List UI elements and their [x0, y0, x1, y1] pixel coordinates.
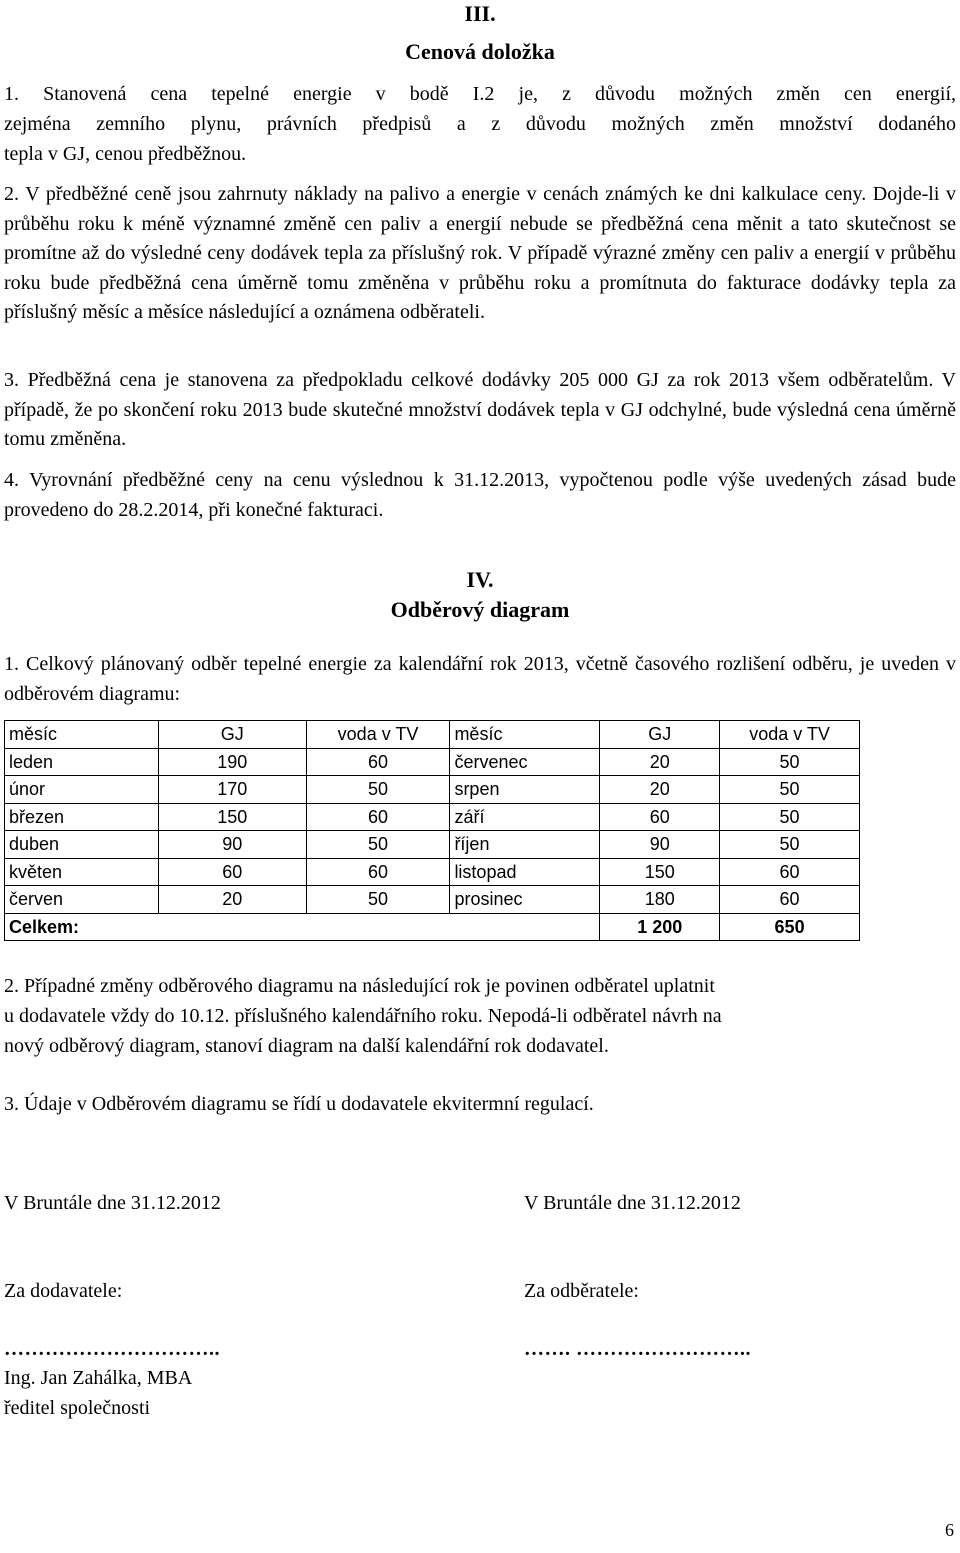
- table-cell: prosinec: [450, 886, 600, 914]
- supplier-role-label: Za dodavatele:: [4, 1280, 123, 1302]
- table-header-cell: voda v TV: [306, 721, 450, 749]
- table-cell: 90: [600, 831, 720, 859]
- section-3-paragraph-1-line-1: 1. Stanovená cena tepelné energie v bodě I.2 je, z důvodu možných změn cen energií,: [4, 83, 956, 105]
- table-cell: 60: [720, 858, 860, 886]
- table-cell: říjen: [450, 831, 600, 859]
- section-3-numeral: III.: [464, 1, 496, 26]
- section-4-title: Odběrový diagram: [390, 597, 570, 622]
- customer-signature-line: ……. ……………………..: [524, 1338, 751, 1360]
- table-cell: 20: [600, 776, 720, 804]
- table-cell: červenec: [450, 748, 600, 776]
- table-header-cell: GJ: [600, 721, 720, 749]
- table-cell: leden: [5, 748, 159, 776]
- table-row: [5, 831, 860, 859]
- table-cell: 60: [720, 886, 860, 914]
- table-cell: 20: [158, 886, 306, 914]
- total-label: Celkem:: [5, 913, 159, 941]
- table-cell: 190: [158, 748, 306, 776]
- total-gj: 1 200: [600, 913, 720, 941]
- signatory-name: Ing. Jan Zahálka, MBA: [4, 1367, 193, 1389]
- total-water: 650: [720, 913, 860, 941]
- table-cell: květen: [5, 858, 159, 886]
- table-cell: 50: [720, 748, 860, 776]
- supplier-signature-line: …………………………..: [4, 1338, 220, 1360]
- section-3-paragraph-4: 4. Vyrovnání předběžné ceny na cenu výslednou k 31.12.2013, vypočtenou podle výše uvedených zásad bude provedeno do 28.2.2014, při konečné fakturaci.: [4, 469, 956, 521]
- table-total-row: [5, 913, 860, 941]
- table-cell: září: [450, 803, 600, 831]
- table-cell-empty: [450, 913, 600, 941]
- table-cell: březen: [5, 803, 159, 831]
- table-header-row: [5, 721, 860, 749]
- table-cell: 50: [306, 776, 450, 804]
- section-3-paragraph-3: 3. Předběžná cena je stanovena za předpokladu celkové dodávky 205 000 GJ za rok 2013 všem odběratelům. V případě, že po skončení roku 2013 bude skutečné množství dodávek tepla v GJ odchylné, bude výsledná cena úměrně tomu změněna.: [4, 369, 956, 450]
- section-4-paragraph-2-line-2: u dodavatele vždy do 10.12. příslušného kalendářního roku. Nepodá-li odběratel návrh na: [4, 1005, 722, 1027]
- table-row: [5, 858, 860, 886]
- table-cell-empty: [158, 913, 306, 941]
- table-cell: 60: [600, 803, 720, 831]
- table-cell: 60: [306, 803, 450, 831]
- table-cell: 150: [158, 803, 306, 831]
- table-cell: 20: [600, 748, 720, 776]
- table-cell: 60: [306, 858, 450, 886]
- table-header-cell: měsíc: [450, 721, 600, 749]
- section-4-numeral: IV.: [466, 567, 494, 592]
- table-cell: 60: [158, 858, 306, 886]
- table-cell: listopad: [450, 858, 600, 886]
- page-number: 6: [945, 1520, 954, 1540]
- customer-role-label: Za odběratele:: [524, 1280, 639, 1302]
- table-cell: 180: [600, 886, 720, 914]
- section-4-paragraph-2-line-1: 2. Případné změny odběrového diagramu na následující rok je povinen odběratel uplatnit: [4, 975, 715, 997]
- table-cell: srpen: [450, 776, 600, 804]
- table-cell: červen: [5, 886, 159, 914]
- section-4-paragraph-3: 3. Údaje v Odběrovém diagramu se řídí u dodavatele ekvitermní regulací.: [4, 1093, 594, 1115]
- consumption-diagram-table: [4, 720, 860, 941]
- table-header-cell: měsíc: [5, 721, 159, 749]
- table-cell: 50: [306, 831, 450, 859]
- table-row: [5, 886, 860, 914]
- table-cell: duben: [5, 831, 159, 859]
- table-cell: 50: [306, 886, 450, 914]
- table-cell: únor: [5, 776, 159, 804]
- table-header-cell: GJ: [158, 721, 306, 749]
- table-cell: 60: [306, 748, 450, 776]
- section-4-paragraph-1: 1. Celkový plánovaný odběr tepelné energie za kalendářní rok 2013, včetně časového rozlišení odběru, je uveden v odběrovém diagramu:: [4, 653, 956, 705]
- signatory-title: ředitel společnosti: [4, 1397, 151, 1419]
- section-3-paragraph-2: 2. V předběžné ceně jsou zahrnuty náklady na palivo a energie v cenách známých ke dni kalkulace ceny. Dojde-li v průběhu roku k méně významné změně cen paliv a energií nebude se předběžná cena měnit a tato skutečnost se promítne až do výsledné ceny dodávek tepla za příslušný rok. V případě výrazné změny cen paliv a energií v průběhu roku bude předběžná cena úměrně tomu změněna v průběhu roku a promítnuta do fakturace dodávky tepla za příslušný měsíc a měsíce následující a oznámena odběrateli.: [4, 183, 956, 323]
- section-4-paragraph-2-line-3: nový odběrový diagram, stanoví diagram na další kalendářní rok dodavatel.: [4, 1035, 609, 1057]
- section-3-paragraph-1-line-3: tepla v GJ, cenou předběžnou.: [4, 143, 247, 165]
- table-cell: 50: [720, 831, 860, 859]
- table-cell: 170: [158, 776, 306, 804]
- table-row: [5, 748, 860, 776]
- table-row: [5, 776, 860, 804]
- left-place-date: V Bruntále dne 31.12.2012: [4, 1192, 221, 1214]
- table-cell: 50: [720, 776, 860, 804]
- table-header-cell: voda v TV: [720, 721, 860, 749]
- table-cell: 90: [158, 831, 306, 859]
- table-cell: 150: [600, 858, 720, 886]
- table-cell: 50: [720, 803, 860, 831]
- right-place-date: V Bruntále dne 31.12.2012: [524, 1192, 741, 1214]
- table-row: [5, 803, 860, 831]
- table-cell-empty: [306, 913, 450, 941]
- section-3-paragraph-1-line-2: zejména zemního plynu, právních předpisů a z důvodu možných změn množství dodaného: [4, 113, 956, 135]
- section-3-title: Cenová doložka: [405, 39, 555, 64]
